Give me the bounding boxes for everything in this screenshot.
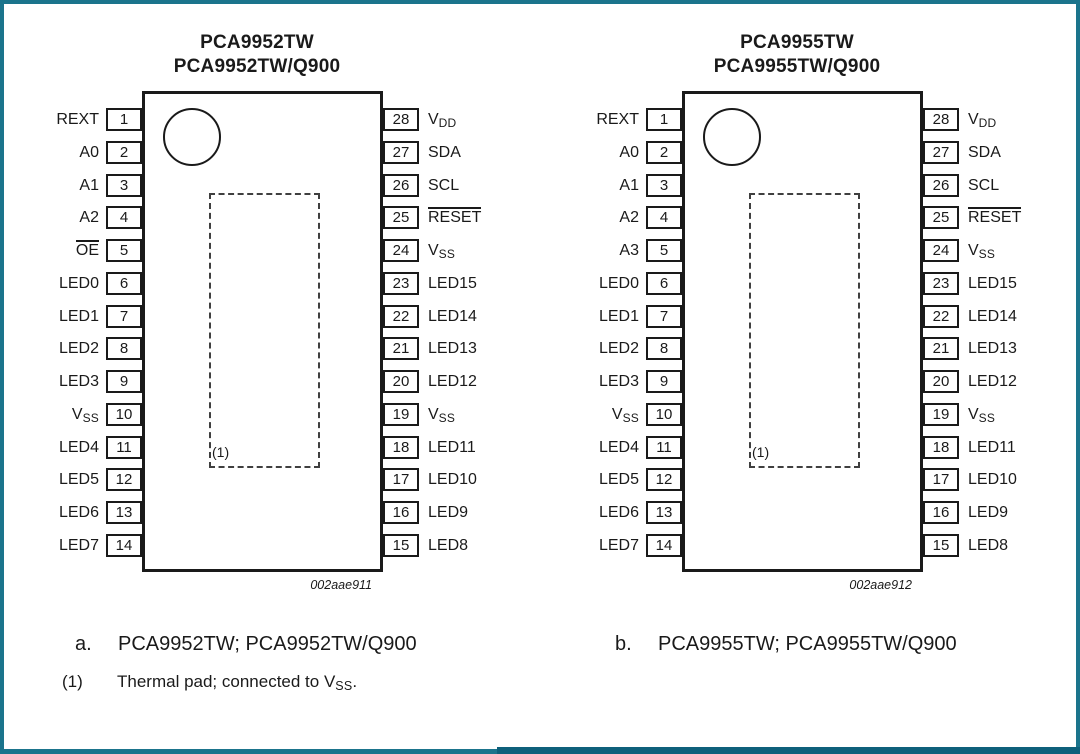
pin-box: 26	[923, 174, 959, 197]
pin-label-text: LED4	[58, 439, 99, 456]
pin-label	[540, 501, 639, 524]
caption-marker: b.	[615, 633, 632, 655]
pin-label	[968, 239, 1080, 262]
pin-box: 26	[383, 174, 419, 197]
pin-label	[428, 174, 540, 197]
pin-box: 23	[383, 272, 419, 295]
pin1-indicator-circle	[163, 108, 221, 166]
pin-label-text: LED2	[598, 340, 639, 357]
pin-label	[0, 239, 99, 262]
pin-box: 15	[923, 534, 959, 557]
pin-box: 4	[106, 206, 142, 229]
pin-box: 14	[106, 534, 142, 557]
pin-label-text: LED10	[428, 471, 477, 488]
pin-label-text: LED13	[968, 340, 1017, 357]
pin-label-text: A1	[79, 177, 99, 194]
pin-label-text: LED6	[598, 504, 639, 521]
pin-label	[540, 436, 639, 459]
chip-title-line1: PCA9952TW	[200, 32, 314, 53]
pin-box: 17	[383, 468, 419, 491]
pin-label-text: LED9	[428, 504, 469, 521]
pin-box: 20	[383, 370, 419, 393]
pin-label-text: LED4	[598, 439, 639, 456]
chip-title-line2: PCA9952TW/Q900	[173, 56, 341, 77]
pin-box: 19	[923, 403, 959, 426]
pin-label-text: SCL	[968, 177, 1000, 194]
image-code: 002aae911	[310, 578, 372, 592]
pin-label-text: A0	[619, 144, 639, 161]
pin-box: 15	[383, 534, 419, 557]
pin-label-text: LED6	[58, 504, 99, 521]
pin-label-text: LED12	[968, 373, 1017, 390]
pin-label	[968, 305, 1080, 328]
footnote-marker: (1)	[62, 672, 83, 691]
pin-box: 24	[383, 239, 419, 262]
pin-label-subscript: SS	[82, 411, 99, 425]
pin-label	[428, 337, 540, 360]
pin-box: 13	[646, 501, 682, 524]
pin-label-subscript: SS	[622, 411, 639, 425]
pin-label	[968, 468, 1080, 491]
pin-label-text: A0	[79, 144, 99, 161]
pin-box: 1	[106, 108, 142, 131]
chip-title-line1: PCA9955TW	[740, 32, 854, 53]
pin-label	[540, 239, 639, 262]
pin-label	[540, 206, 639, 229]
pin-label-text: V	[71, 406, 83, 423]
pin-label	[540, 403, 639, 426]
pin-box: 7	[646, 305, 682, 328]
pin-label-text: LED14	[968, 308, 1017, 325]
pin-label-subscript: SS	[978, 411, 996, 425]
pin-label	[0, 436, 99, 459]
pin-box: 9	[106, 370, 142, 393]
pin-box: 28	[923, 108, 959, 131]
pin-label-subscript: SS	[438, 411, 456, 425]
pin-box: 20	[923, 370, 959, 393]
pin-box: 6	[646, 272, 682, 295]
pin-label	[968, 272, 1080, 295]
pin-label-text: LED7	[58, 537, 99, 554]
pin-label-text: LED15	[968, 275, 1017, 292]
pin-diagram-pca9955tw	[540, 0, 1080, 754]
pin-label	[540, 272, 639, 295]
pin-label-text: LED5	[598, 471, 639, 488]
pin-label-text: LED1	[598, 308, 639, 325]
pin-box: 24	[923, 239, 959, 262]
pin1-indicator-circle	[703, 108, 761, 166]
pin-label	[540, 108, 639, 131]
footnote-text: Thermal pad; connected to V	[117, 672, 336, 691]
pin-label	[428, 468, 540, 491]
pin-box: 9	[646, 370, 682, 393]
pin-box: 17	[923, 468, 959, 491]
pin-label	[968, 141, 1080, 164]
pin-label	[428, 108, 540, 131]
pin-box: 7	[106, 305, 142, 328]
pin-box: 8	[646, 337, 682, 360]
pin-label-text: LED13	[428, 340, 477, 357]
pin-label-text: V	[968, 111, 979, 128]
pin-label	[968, 174, 1080, 197]
pin-label-text: V	[428, 111, 439, 128]
pin-label	[968, 337, 1080, 360]
pin-label-text: REXT	[56, 111, 99, 128]
pin-box: 10	[106, 403, 142, 426]
pin-label-text: A2	[619, 209, 639, 226]
pin-box: 3	[106, 174, 142, 197]
pin-box: 27	[923, 141, 959, 164]
pin-box: 4	[646, 206, 682, 229]
pin-label-text: A2	[79, 209, 99, 226]
pin-box: 5	[106, 239, 142, 262]
pin-label-text: A3	[619, 242, 639, 259]
footnote-subscript: SS	[335, 679, 353, 693]
pin-label-text: OE	[75, 242, 99, 259]
pin-label	[428, 501, 540, 524]
pin-label	[428, 141, 540, 164]
caption-marker: a.	[75, 633, 92, 655]
pin-label-text: LED0	[598, 275, 639, 292]
pin-label-text: LED10	[968, 471, 1017, 488]
pin-label-subscript: SS	[438, 247, 456, 261]
pin-label-text: LED2	[58, 340, 99, 357]
thermal-pad-outline	[209, 193, 320, 468]
pin-label-text: LED12	[428, 373, 477, 390]
pin-label	[428, 370, 540, 393]
pin-box: 2	[646, 141, 682, 164]
pin-label-subscript: DD	[438, 116, 457, 130]
caption-text: PCA9955TW; PCA9955TW/Q900	[658, 633, 957, 655]
pin-label	[0, 370, 99, 393]
pin-label	[0, 206, 99, 229]
caption-text: PCA9952TW; PCA9952TW/Q900	[118, 633, 417, 655]
pin-label	[0, 272, 99, 295]
chip-title	[657, 31, 937, 79]
pin-box: 11	[106, 436, 142, 459]
pin-label	[428, 534, 540, 557]
pin-box: 6	[106, 272, 142, 295]
pin-box: 21	[923, 337, 959, 360]
pin-label-text: V	[428, 242, 439, 259]
pin-label	[968, 534, 1080, 557]
pin-box: 12	[646, 468, 682, 491]
pin-label	[0, 337, 99, 360]
pin-label	[428, 206, 540, 229]
pin-box: 28	[383, 108, 419, 131]
pin-label	[540, 468, 639, 491]
pin-label-text: LED15	[428, 275, 477, 292]
thermal-pad-outline	[749, 193, 860, 468]
pin-label-subscript: DD	[978, 116, 997, 130]
pin-box: 11	[646, 436, 682, 459]
pin-label-text: V	[611, 406, 623, 423]
footnote-period: .	[352, 672, 358, 691]
pin-label-text: LED3	[598, 373, 639, 390]
pin-box: 22	[383, 305, 419, 328]
pin-label-text: LED3	[58, 373, 99, 390]
pin-box: 25	[923, 206, 959, 229]
pin-label	[968, 436, 1080, 459]
pin-label-text: V	[968, 242, 979, 259]
pin-box: 13	[106, 501, 142, 524]
pin-label	[968, 108, 1080, 131]
pin-label-text: SCL	[428, 177, 460, 194]
thermal-pad-ref: (1)	[752, 444, 770, 460]
pin-label	[540, 305, 639, 328]
pin-label	[428, 305, 540, 328]
pin-label	[428, 239, 540, 262]
pin-label	[0, 305, 99, 328]
pin-label	[0, 403, 99, 426]
pin-label	[0, 534, 99, 557]
pin-label-text: LED8	[428, 537, 469, 554]
pin-label	[0, 174, 99, 197]
pin-box: 10	[646, 403, 682, 426]
pin-box: 18	[383, 436, 419, 459]
pin-box: 21	[383, 337, 419, 360]
caption	[615, 633, 957, 656]
caption	[75, 633, 417, 656]
pin-label-text: V	[968, 406, 979, 423]
image-code: 002aae912	[849, 578, 912, 592]
pin-label	[540, 174, 639, 197]
footnote	[62, 672, 357, 693]
pin-box: 18	[923, 436, 959, 459]
pin-label-subscript: SS	[978, 247, 996, 261]
thermal-pad-ref: (1)	[212, 444, 230, 460]
pin-label-text: SDA	[968, 144, 1001, 161]
pin-label-text: A1	[619, 177, 639, 194]
pin-label-text: LED7	[598, 537, 639, 554]
chip-title	[117, 31, 397, 79]
pin-box: 27	[383, 141, 419, 164]
pin-label	[428, 436, 540, 459]
pin-box: 16	[383, 501, 419, 524]
pin-label-text: RESET	[428, 209, 482, 226]
pin-label	[428, 272, 540, 295]
pin-label-text: LED11	[968, 439, 1016, 456]
pin-label	[968, 370, 1080, 393]
pin-label	[0, 108, 99, 131]
pin-label-text: LED0	[58, 275, 99, 292]
pin-label	[428, 403, 540, 426]
pin-label-text: LED1	[58, 308, 99, 325]
bottom-accent-bar	[497, 747, 1080, 754]
pin-box: 2	[106, 141, 142, 164]
pin-label-text: RESET	[968, 209, 1022, 226]
pin-label	[540, 337, 639, 360]
pin-label-text: LED14	[428, 308, 477, 325]
pin-label-text: V	[428, 406, 439, 423]
pin-label-text: SDA	[428, 144, 461, 161]
pin-box: 23	[923, 272, 959, 295]
pin-box: 19	[383, 403, 419, 426]
pin-label	[540, 141, 639, 164]
pin-label	[968, 403, 1080, 426]
pin-box: 16	[923, 501, 959, 524]
pin-box: 14	[646, 534, 682, 557]
pin-box: 1	[646, 108, 682, 131]
pin-label-text: LED5	[58, 471, 99, 488]
pin-box: 8	[106, 337, 142, 360]
pin-label	[540, 534, 639, 557]
pin-box: 3	[646, 174, 682, 197]
pin-label-text: LED9	[968, 504, 1009, 521]
pin-label-text: LED11	[428, 439, 476, 456]
pin-box: 12	[106, 468, 142, 491]
pin-label	[0, 501, 99, 524]
pin-label	[968, 501, 1080, 524]
chip-title-line2: PCA9955TW/Q900	[713, 56, 881, 77]
pin-box: 5	[646, 239, 682, 262]
pin-box: 25	[383, 206, 419, 229]
pin-label	[0, 468, 99, 491]
pin-label-text: LED8	[968, 537, 1009, 554]
pin-label	[540, 370, 639, 393]
pin-label	[968, 206, 1080, 229]
pin-label	[0, 141, 99, 164]
pin-box: 22	[923, 305, 959, 328]
pin-label-text: REXT	[596, 111, 639, 128]
